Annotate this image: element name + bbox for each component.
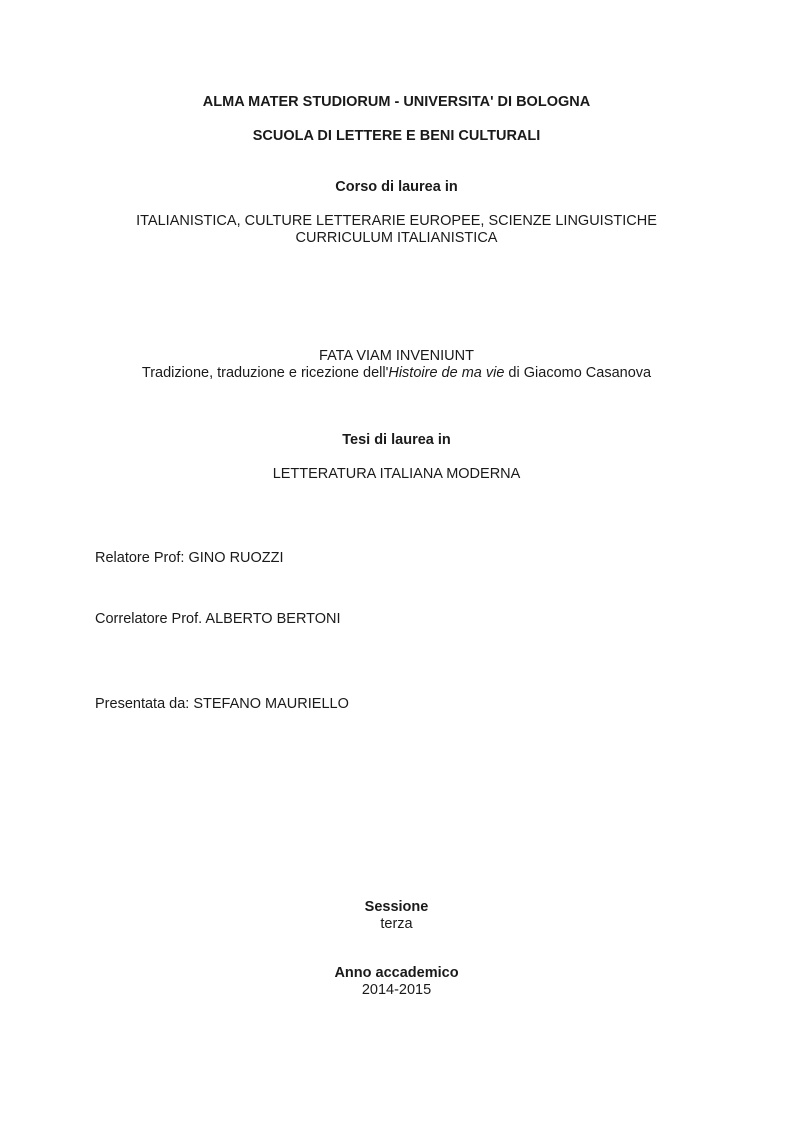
academic-year-heading: Anno accademico [334,965,459,981]
subtitle-suffix: di Giacomo Casanova [504,365,652,381]
thesis-main-title: FATA VIAM INVENIUNT [319,348,474,364]
thesis-subtitle [0,365,793,382]
school-name: SCUOLA DI LETTERE E BENI CULTURALI [252,128,541,144]
academic-year-value: 2014-2015 [361,982,432,998]
subtitle-work-title: Histoire de ma vie [388,365,505,381]
presentata-da: Presentata da: STEFANO MAURIELLO [95,696,349,712]
course-name-line2: CURRICULUM ITALIANISTICA [295,230,498,246]
university-name: ALMA MATER STUDIORUM - UNIVERSITA' DI BOLOGNA [202,94,591,110]
discipline-heading: Tesi di laurea in [342,432,451,448]
subtitle-prefix: Tradizione, traduzione e ricezione dell' [141,365,389,381]
session-heading: Sessione [364,899,429,915]
session-value: terza [380,916,413,932]
discipline-name: LETTERATURA ITALIANA MODERNA [272,466,521,482]
course-heading: Corso di laurea in [335,179,458,195]
relatore: Relatore Prof: GINO RUOZZI [95,550,284,566]
course-name-line1: ITALIANISTICA, CULTURE LETTERARIE EUROPEE, SCIENZE LINGUISTICHE [136,213,657,229]
correlatore: Correlatore Prof. ALBERTO BERTONI [95,611,341,627]
